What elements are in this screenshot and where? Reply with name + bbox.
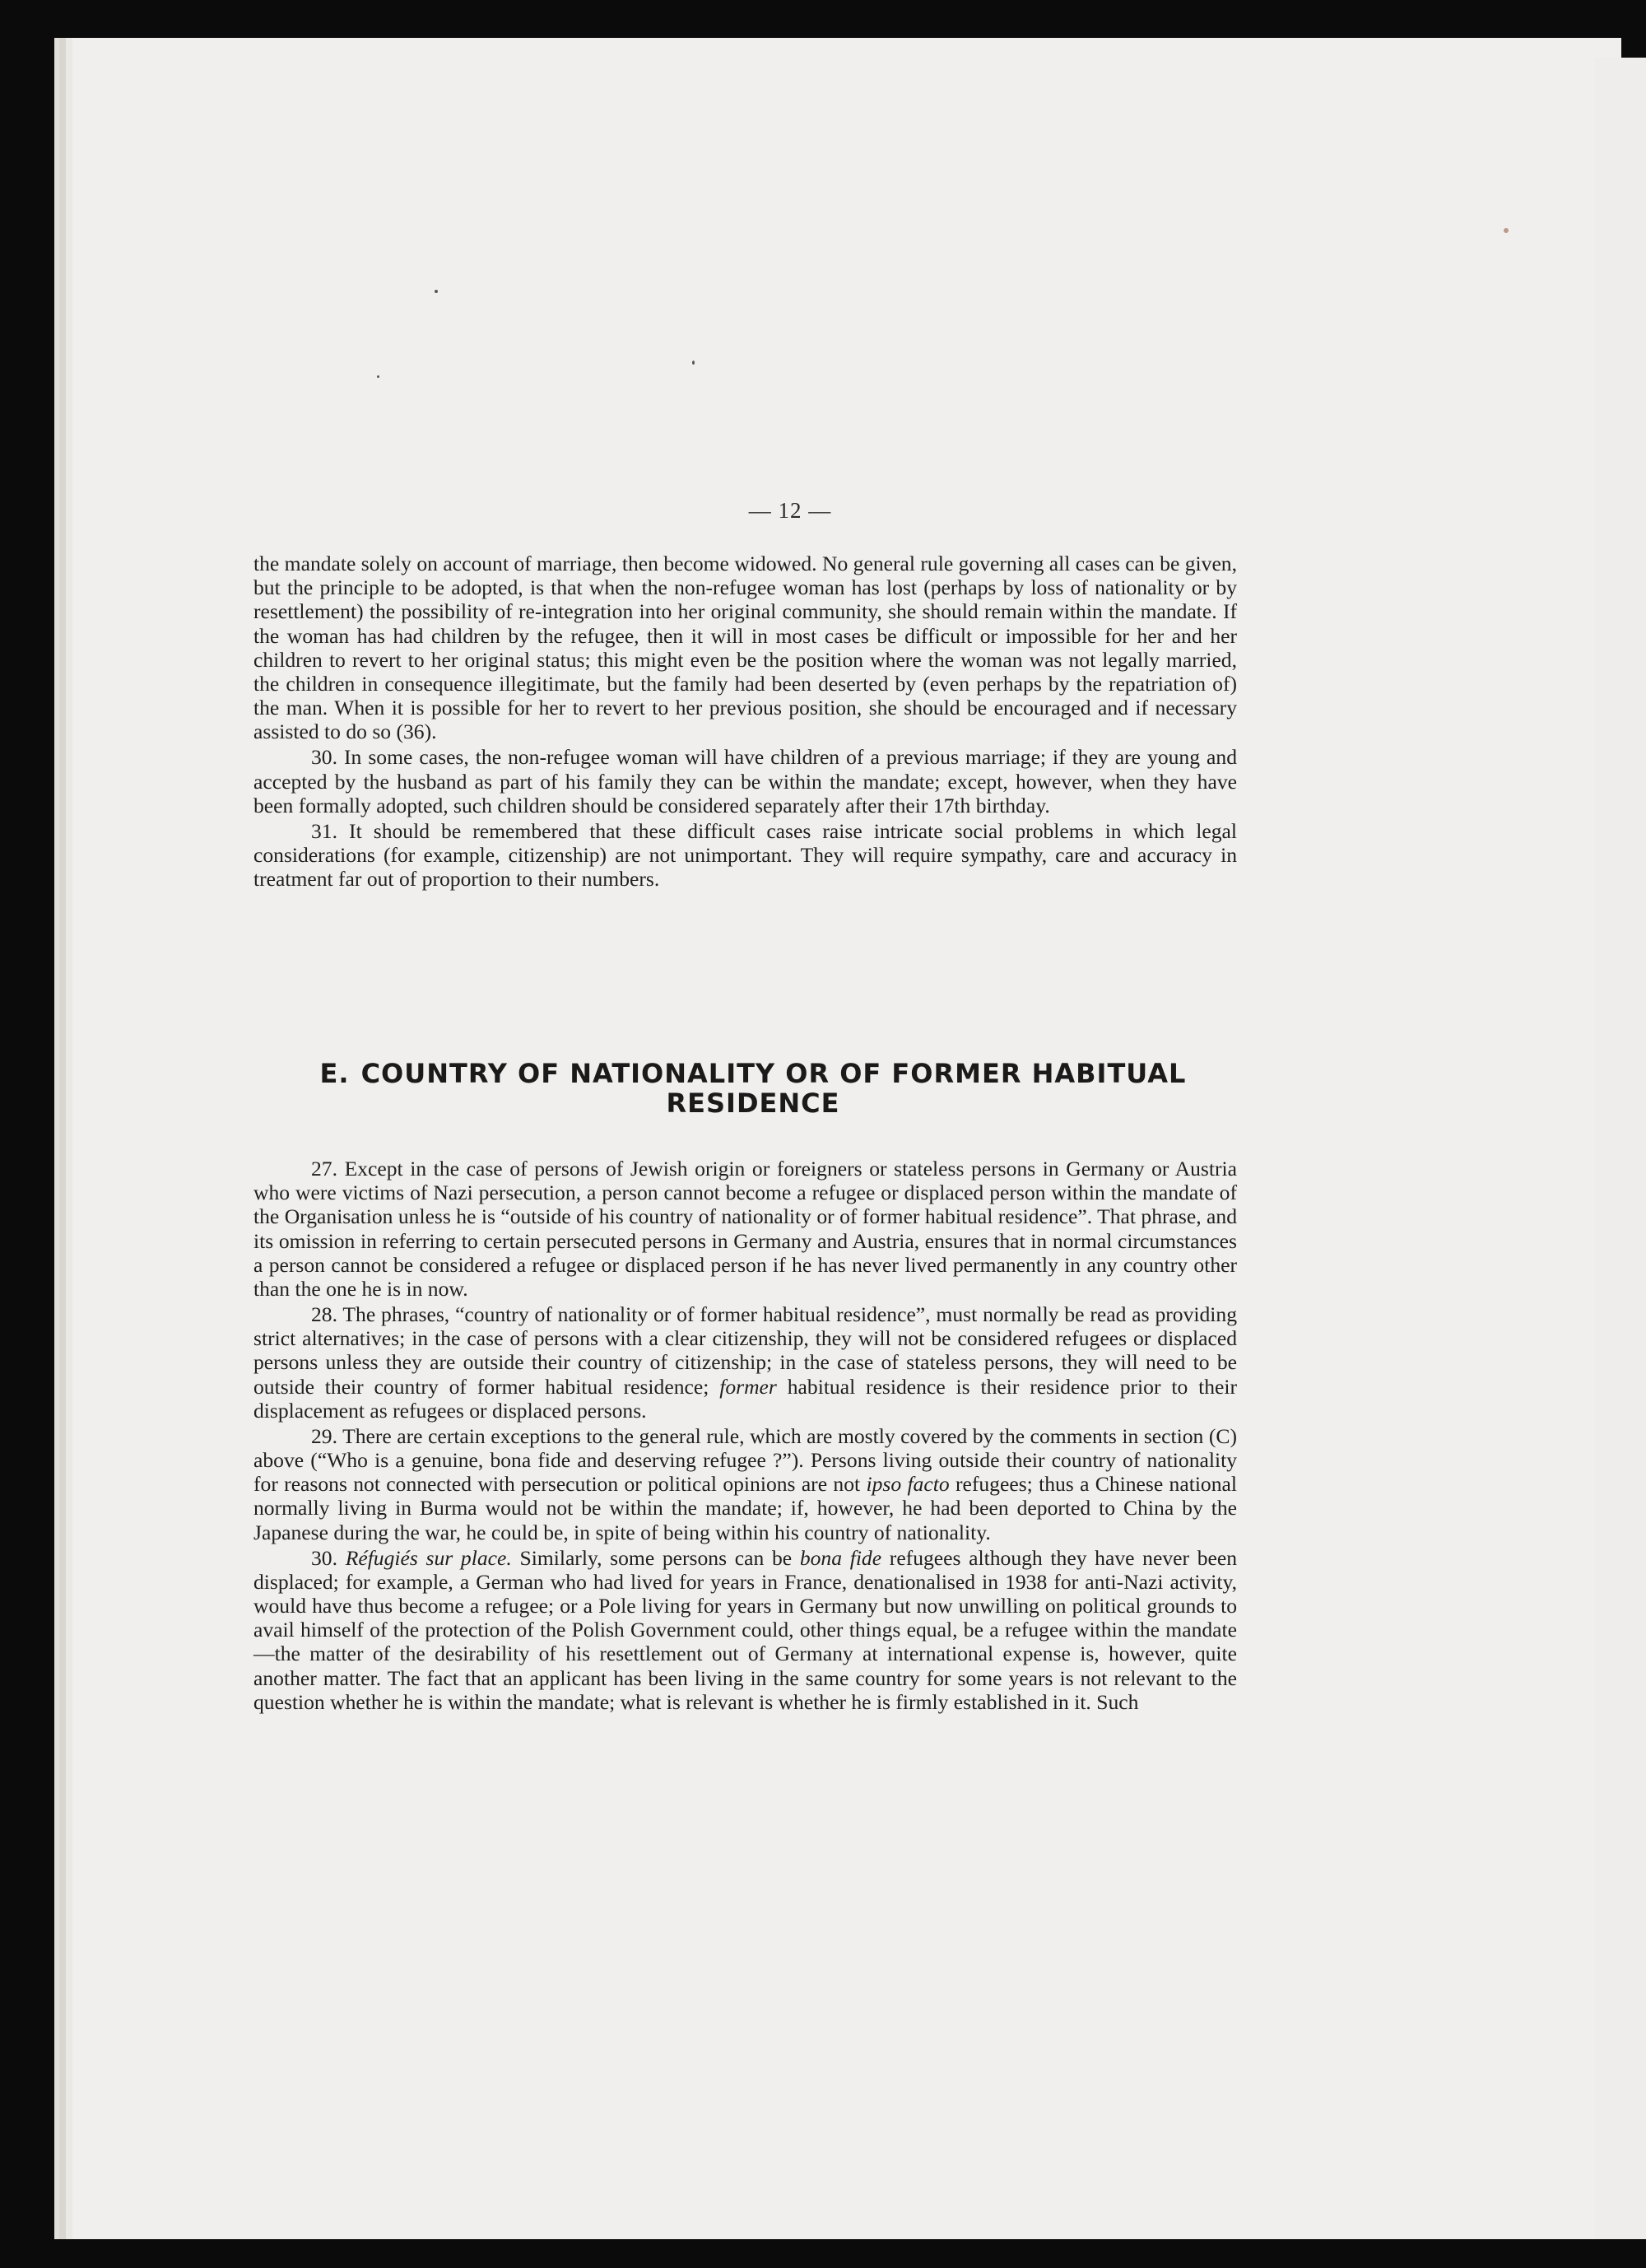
paragraph-29-text-end: refugees; thus a Chinese national normally living in Burma would not be within the mandate; if, however, he had been deported to China by the Japanese during the war, he could be, in spite of being within his country of nationality. [253, 1472, 1237, 1544]
paper-speck [435, 290, 438, 293]
italic-term: bona fide [799, 1545, 882, 1570]
paragraph-28-text-end: habitual residence is their residence prior to their displacement as refugees or displaced persons. [253, 1374, 1238, 1423]
paragraph-30-text-end: refugees although they have never been displaced; for example, a German who had lived for years in France, denationalised in 1938 for anti-Nazi activity, would have thus become a refugee; or a Pole living for years in Germany but now unwilling on political grounds to avail himself of the protection of the Polish Government could, other things equal, be a refugee within the mandate—the matter of the desirability of his resettlement out of Germany at international expense is, however, quite another matter. The fact that an applicant has been living in the same country for some years is not relevant to the question whether he is within the mandate; what is relevant is whether he is firmly established in it. Such [253, 1545, 1238, 1714]
paper-speck [1504, 228, 1509, 233]
page-number: — 12 — [748, 498, 832, 523]
paragraph-30-refugies [253, 1546, 1237, 1714]
paragraph-28 [253, 1302, 1237, 1423]
italic-term: Réfugiés sur place. [345, 1545, 512, 1570]
paragraph: the mandate solely on account of marriage, then become widowed. No general rule governing all cases can be given, but the principle to be adopted, is that when the non-refugee woman has lost (perhaps by loss of nationality or by resettlement) the possibility of re-integration into her original community, she should remain within the mandate. If the woman has had children by the refugee, then it will in most cases be difficult or impossible for her and her children to revert to her original status; this might even be the position where the woman was not legally married, the children in consequence illegitimate, but the family had been deserted by (even perhaps by the repatriation of) the man. When it is possible for her to revert to her previous position, she should be encouraged and if necessary assisted to do so (36). [253, 552, 1237, 744]
paragraph-28-text: 28. The phrases, “country of nationality or of former habitual residence”, must normally be read as providing strict alternatives; in the case of persons with a clear citizenship, they will not be considered refugees or displaced persons unless they are outside their country of citizenship; in the case of stateless persons, they will need to be outside their country of former habitual residence; [253, 1302, 1237, 1399]
paragraph-number: 30. [311, 1545, 337, 1570]
paper-speck [692, 361, 695, 365]
paragraph-29 [253, 1424, 1237, 1544]
section-e-text [253, 1157, 1237, 1714]
document-page [54, 38, 1621, 2239]
section-title: COUNTRY OF NATIONALITY OR OF FORMER HABITUAL RESIDENCE [360, 1058, 1187, 1120]
paragraph-31: 31. It should be remembered that these difficult cases raise intricate social problems in which legal considerations (for example, citizenship) are not unimportant. They will require sympathy, care and accuracy in treatment far out of proportion to their numbers. [253, 818, 1237, 892]
italic-term: former [719, 1374, 777, 1399]
paragraph-27: 27. Except in the case of persons of Jewish origin or foreigners or stateless persons in Germany or Austria who were victims of Nazi persecution, a person cannot become a refugee or displaced person within the mandate of the Organisation unless he is “outside of his country of nationality or of former habitual residence”. That phrase, and its omission in referring to certain persecuted persons in Germany and Austria, ensures that in normal circumstances a person cannot be considered a refugee or displaced person if he has never lived permanently in any country other than the one he is in now. [253, 1157, 1237, 1301]
section-heading [272, 1059, 1234, 1119]
paragraph-30-text: Similarly, some persons can be [519, 1545, 793, 1570]
italic-term: ipso facto [866, 1472, 950, 1497]
paragraph-30: 30. In some cases, the non-refugee woman will have children of a previous marriage; if they are young and accepted by the husband as part of his family they can be within the mandate; except, however, when they have been formally adopted, such children should be considered separately after their 17th birthday. [253, 745, 1237, 817]
paragraph-29-text: 29. There are certain exceptions to the general rule, which are mostly covered by the comments in section (C) above (“Who is a genuine, bona fide and deserving refugee ?”). Persons living outside their country of nationality for reasons not connected with persecution or political opinions are not [253, 1423, 1237, 1497]
next-page-edge [1595, 58, 1646, 2239]
section-text-continued [253, 552, 1237, 891]
section-letter: E. [319, 1058, 350, 1089]
paper-speck [377, 375, 379, 378]
